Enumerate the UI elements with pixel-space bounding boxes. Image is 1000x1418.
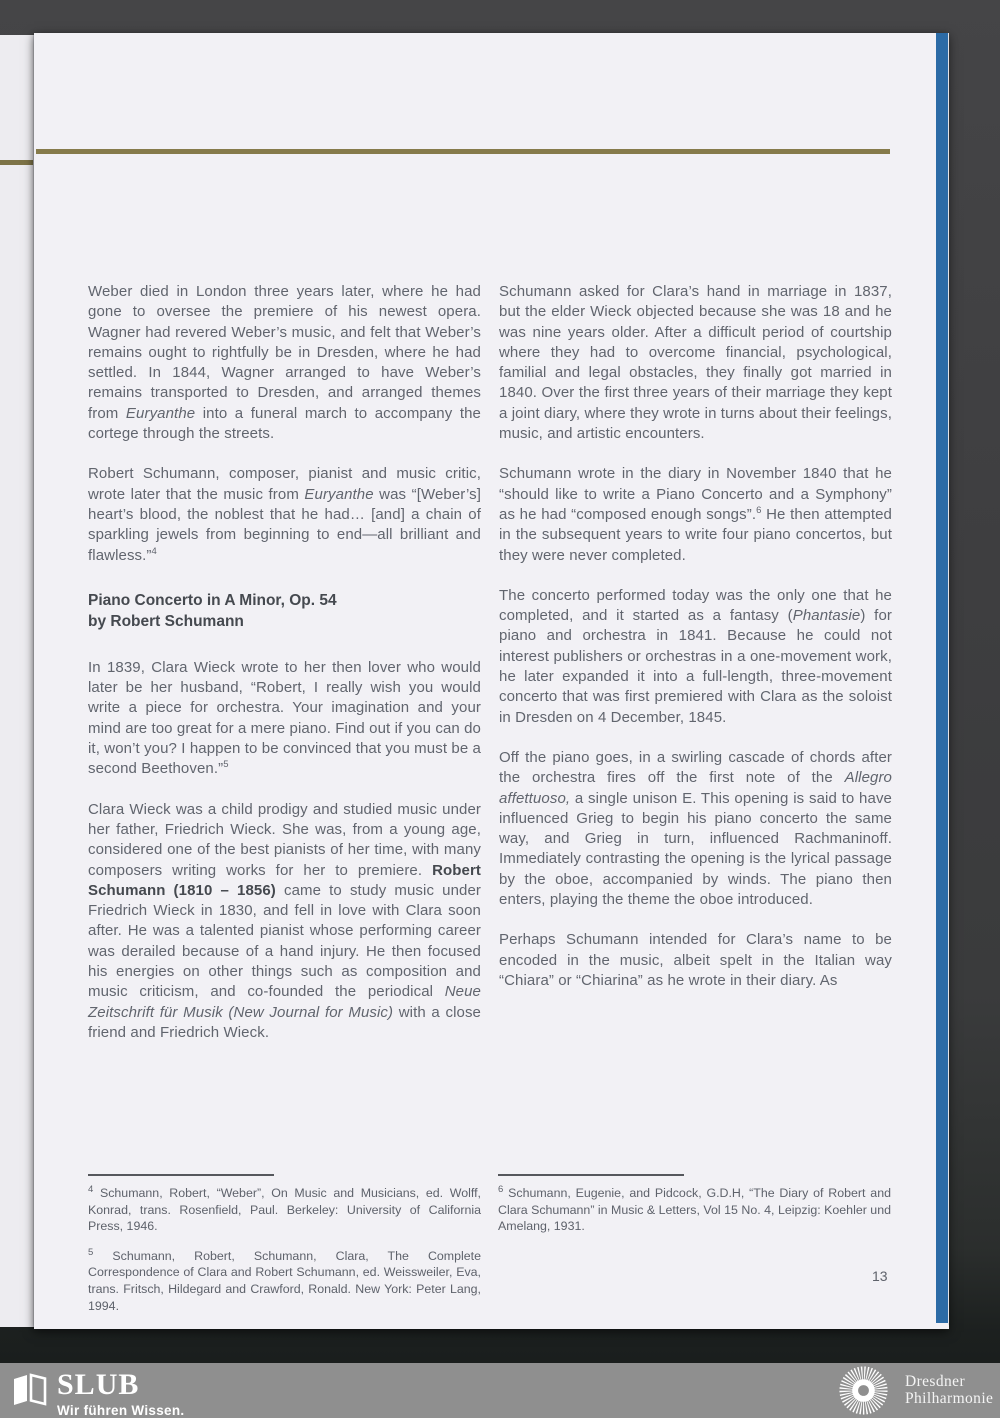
footnote-6: $^6$ Schumann, Eugenie, and Pidcock, G.D.H, “The Diary of Robert and Clara Schumann” in Music & Letters, Vol 15 No. 4, Leipzig: Koehler und Amelang, 1931. <box>498 1183 891 1234</box>
paragraph-clara-letter: In 1839, Clara Wieck wrote to her then lover who would later be her husband, “Robert, I really wish you would write a piece for orchestra. Your imagination and your mind are too great for a mere piano. Find out if you can do it, won’t you? I happen to be convinced that you must be a second Beethoven.”$^5$ <box>88 658 481 778</box>
footnote-divider <box>498 1174 684 1176</box>
paragraph-chiara: Perhaps Schumann intended for Clara’s name to be encoded in the music, albeit spelt in the Italian way “Chiara” or “Chiarina” as he wrote in their diary. As <box>499 931 892 989</box>
paragraph-allegro-affettuoso: Off the piano goes, in a swirling cascade of chords after the orchestra fires off the first note of the Allegro affettuoso, a single unison E. This opening is said to have influenced Grieg to begin his piano concerto the same way, and Grieg in turn, influenced Rachmaninoff. Immediately contrasting the opening is the lyrical passage by the oboe, accompanied by winds. The piano then enters, playing the theme the oboe introduced. <box>499 748 892 909</box>
blue-edge-stripe <box>936 33 948 1323</box>
section-heading-line1: Piano Concerto in A Minor, Op. 54 <box>88 591 337 609</box>
right-column <box>499 282 892 1043</box>
scanner-footer <box>0 1363 1000 1418</box>
footnote-4: $^4$ Schumann, Robert, “Weber”, On Music and Musicians, ed. Wolff, Konrad, trans. Rosenfield, Paul. Berkeley: University of California Press, 1946. <box>88 1183 481 1234</box>
adjacent-page-edge <box>0 35 34 1327</box>
philharmonie-wordmark <box>905 1374 993 1407</box>
page-number: 13 <box>872 1268 888 1284</box>
philharmonie-line2: Philharmonie <box>905 1389 994 1407</box>
section-heading <box>88 590 481 632</box>
footnote-divider <box>88 1174 274 1176</box>
paragraph-clara-prodigy: Clara Wieck was a child prodigy and studied music under her father, Friedrich Wieck. She was, from a young age, considered one of the best pianists of her time, with many composers writing works for her to premiere. Robert Schumann (1810 – 1856) came to study music under Friedrich Wieck in 1830, and fell in love with Clara soon after. He was a talented pianist whose performing career was derailed because of a hand injury. He then focused his energies on other things such as composition and music criticism, and co-founded the periodical Neue Zeitschrift für Musik (New Journal for Music) with a close friend and Friedrich Wieck. <box>88 800 482 1041</box>
paragraph-schumann-on-euryanthe: Robert Schumann, composer, pianist and music critic, wrote later that the music from Euryanthe was “[Weber’s] heart’s blood, the noblest that he had… [and] a chain of sparkling jewels from beginning to end—all brilliant and flawless.”$^4$ <box>88 465 481 564</box>
gold-rule <box>36 149 890 154</box>
paragraph-weber-death: Weber died in London three years later, where he had gone to oversee the premiere of his newest opera. Wagner had revered Weber’s music, and felt that Weber’s remains ought to rightfully be in Dresden, where he had settled. In 1844, Wagner arranged to have Weber’s remains transported to Dresden, and arranged themes from Euryanthe into a funeral march to accompany the cortege through the streets. <box>88 283 482 443</box>
article-columns <box>88 282 892 1043</box>
dresdner-philharmonie-logo <box>836 1363 993 1418</box>
starburst-icon <box>836 1363 891 1418</box>
open-book-icon <box>12 1372 48 1408</box>
footnotes-right <box>498 1174 891 1235</box>
adjacent-gold-rule <box>0 160 33 165</box>
slub-logo <box>12 1369 184 1418</box>
paragraph-diary-1840: Schumann wrote in the diary in November 1840 that he “should like to write a Piano Concerto and a Symphony” as he had “composed enough songs”.$^6$ He then attempted in the subsequent years to write four piano concertos, but they were never completed. <box>499 465 892 564</box>
paper-edge-highlight <box>948 33 949 1325</box>
slub-tagline: Wir führen Wissen. <box>57 1403 185 1418</box>
program-page <box>34 33 949 1329</box>
left-column <box>88 282 481 1043</box>
section-heading-line2: by Robert Schumann <box>88 612 244 630</box>
philharmonie-line1: Dresdner <box>905 1373 966 1390</box>
footnotes-left <box>88 1174 481 1314</box>
paragraph-marriage: Schumann asked for Clara’s hand in marriage in 1837, but the elder Wieck objected because she was 18 and he was nine years older. After a difficult period of courtship where they had to overcome financial, psychological, familial and legal obstacles, they finally got married in 1840. Over the first three years of their marriage they kept a joint diary, where they wrote in turns about their feelings, music, and artistic encounters. <box>499 283 892 443</box>
footnote-5: $^5$ Schumann, Robert, Schumann, Clara, The Complete Correspondence of Clara and Robert Schumann, ed. Weissweiler, Eva, trans. Fritsch, Hildegard and Crawford, Ronald. New York: Peter Lang, 1994. <box>88 1246 481 1313</box>
slub-wordmark: SLUB <box>57 1368 140 1401</box>
paragraph-concerto-history: The concerto performed today was the only one that he completed, and it started as a fantasy (Phantasie) for piano and orchestra in 1841. Because he could not interest publishers or orchestras in a one-movement work, he later expanded it into a full-length, three-movement concerto that was first premiered with Clara as the soloist in Dresden on 4 December, 1845. <box>499 586 892 726</box>
